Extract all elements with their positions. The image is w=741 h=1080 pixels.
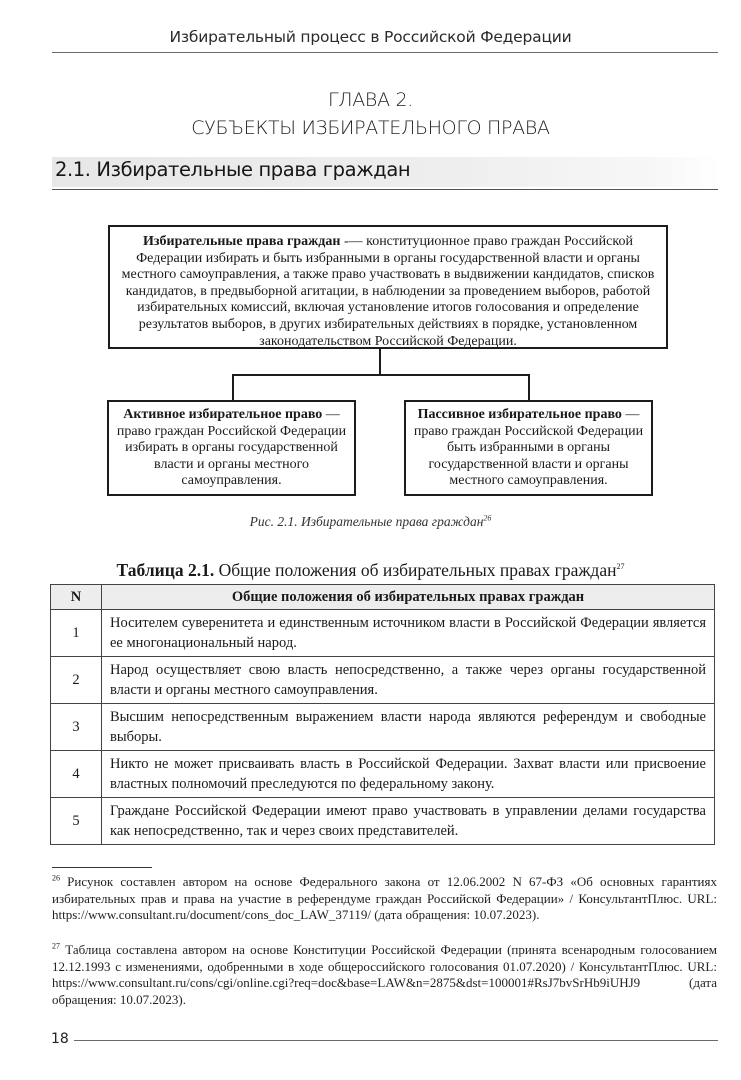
figure-caption bbox=[0, 514, 741, 530]
footnote-ref-26[interactable]: 26 bbox=[483, 513, 492, 523]
figure-caption-text: Рис. 2.1. Избирательные права граждан bbox=[249, 514, 484, 529]
footnote-26 bbox=[52, 874, 717, 924]
row-number: 4 bbox=[51, 751, 102, 798]
row-text: Граждане Российской Федерации имеют право участвовать в управлении делами государства как непосредственно, так и через своих представителей. bbox=[102, 798, 715, 845]
footnote-separator bbox=[52, 867, 152, 868]
running-head: Избирательный процесс в Российской Федерации bbox=[169, 28, 572, 46]
row-number: 5 bbox=[51, 798, 102, 845]
section-rule bbox=[52, 189, 718, 190]
table-row bbox=[51, 610, 715, 657]
footnote-text: Таблица составлена автором на основе Конституции Российской Федерации (принята всенародным голосованием 12.12.1993 с изменениями, одобренными в ходе общероссийского голосования 01.07.2020) / КонсультантПлюс. URL: https://www.consultant.ru/cons/cgi/online.cgi?req=doc&base=LAW&n=2875&dst=100001#RsJ7bvSrHb9iUHJ9 (дата обращения: 10.07.2023). bbox=[52, 942, 717, 1007]
connector-stem bbox=[379, 349, 381, 376]
row-text: Народ осуществляет свою власть непосредственно, а также через органы государственной власти и органы местного самоуправления. bbox=[102, 657, 715, 704]
header-rule bbox=[52, 52, 718, 53]
connector-left bbox=[232, 374, 234, 401]
table-caption bbox=[0, 560, 741, 581]
passive-right-text: — право граждан Российской Федерации быть избранными в органы государственной власти и органы местного самоуправления. bbox=[413, 407, 644, 489]
footer-rule bbox=[74, 1040, 718, 1041]
table-row bbox=[51, 704, 715, 751]
header-provisions: Общие положения об избирательных правах граждан bbox=[102, 585, 715, 610]
chapter-name: СУБЪЕКТЫ ИЗБИРАТЕЛЬНОГО ПРАВА bbox=[191, 117, 550, 139]
row-text: Никто не может присваивать власть в Российской Федерации. Захват власти или присвоение властных полномочий преследуются по федеральному закону. bbox=[102, 751, 715, 798]
page-number: 18 bbox=[51, 1031, 69, 1047]
table-caption-text: Общие положения об избирательных правах граждан bbox=[214, 560, 617, 580]
row-number: 1 bbox=[51, 610, 102, 657]
active-right-text: — право граждан Российской Федерации избирать в органы государственной власти и органы местного самоуправления. bbox=[116, 407, 347, 489]
definition-box bbox=[108, 225, 668, 349]
row-number: 2 bbox=[51, 657, 102, 704]
row-number: 3 bbox=[51, 704, 102, 751]
footnote-text: Рисунок составлен автором на основе Федерального закона от 12.06.2002 N 67-ФЗ «Об основных гарантиях избирательных прав и права на участие в референдуме граждан Российской Федерации» / КонсультантПлюс. URL: https://www.consultant.ru/document/cons_doc_LAW_37119/ (дата обращения: 10.07.2023). bbox=[52, 874, 717, 922]
chapter-title bbox=[0, 86, 741, 142]
passive-right-box bbox=[404, 400, 653, 496]
footnote-marker: 26 bbox=[52, 873, 60, 883]
table-caption-label: Таблица 2.1. bbox=[116, 560, 215, 580]
footnote-ref-27[interactable]: 27 bbox=[616, 562, 625, 572]
active-right-term: Активное избирательное право bbox=[123, 407, 323, 422]
table-row bbox=[51, 657, 715, 704]
definition-text: -— конституционное право граждан Российской Федерации избирать и быть избранными в органы государственной власти и органы местного самоуправления, а также право участвовать в выдвижении кандидатов, списков кандидатов, в предвыборной агитации, в наблюдении за проведением выборов, работой избирательных комиссий, включая установление итогов голосования и определение результатов выборов, в других избирательных действиях в порядке, установленном законодательством Российской Федерации. bbox=[121, 234, 655, 349]
row-text: Высшим непосредственным выражением власти народа являются референдум и свободные выборы. bbox=[102, 704, 715, 751]
header-number: N bbox=[51, 585, 102, 610]
connector-branch bbox=[232, 374, 530, 376]
definition-term: Избирательные права граждан bbox=[143, 234, 341, 249]
table-row bbox=[51, 751, 715, 798]
connector-right bbox=[528, 374, 530, 401]
footnote-marker: 27 bbox=[52, 941, 60, 951]
row-text: Носителем суверенитета и единственным источником власти в Российской Федерации является ее многонациональный народ. bbox=[102, 610, 715, 657]
passive-right-term: Пассивное избирательное право bbox=[417, 407, 622, 422]
table-header-row bbox=[51, 585, 715, 610]
rights-table bbox=[50, 584, 715, 845]
table-row bbox=[51, 798, 715, 845]
active-right-box bbox=[107, 400, 356, 496]
chapter-number: ГЛАВА 2. bbox=[327, 89, 414, 111]
section-title: 2.1. Избирательные права граждан bbox=[55, 158, 411, 181]
footnote-27 bbox=[52, 942, 717, 1008]
